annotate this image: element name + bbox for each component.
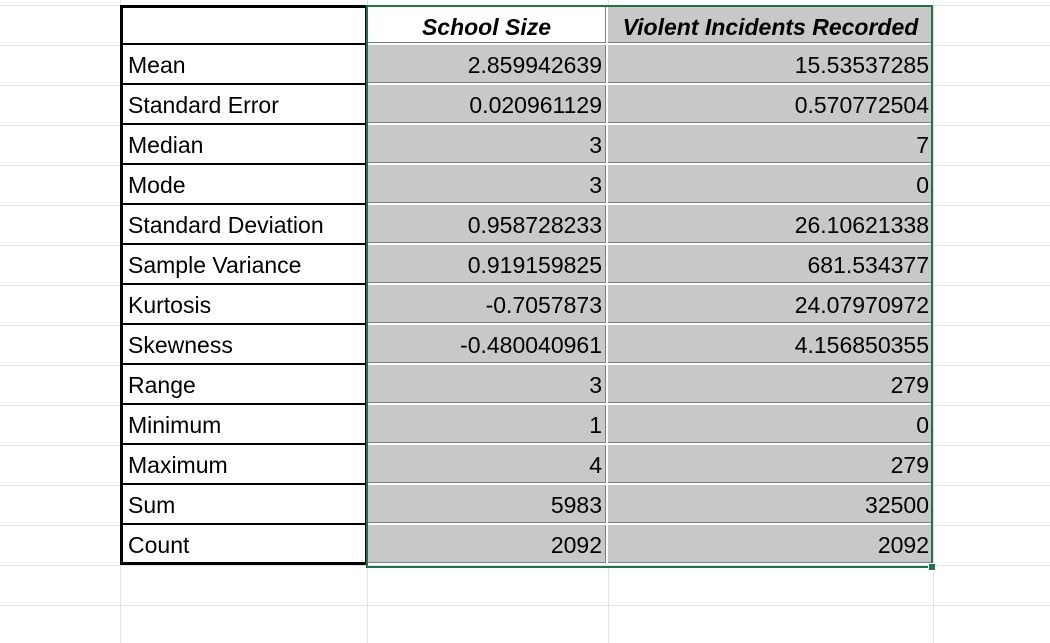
table-row [120, 85, 933, 125]
school-size-cell[interactable]: 5983 [367, 485, 608, 525]
header-cell-violent-incidents[interactable]: Violent Incidents Recorded [608, 5, 933, 45]
header-cell-school-size[interactable]: School Size [367, 5, 608, 45]
school-size-cell[interactable]: 2.859942639 [367, 45, 608, 85]
incidents-cell[interactable]: 24.07970972 [608, 285, 933, 325]
school-size-cell[interactable]: 0.020961129 [367, 85, 608, 125]
row-label-cell[interactable]: Kurtosis [120, 285, 367, 325]
incidents-cell[interactable]: 7 [608, 125, 933, 165]
header-row [120, 5, 933, 45]
school-size-cell[interactable]: 1 [367, 405, 608, 445]
incidents-cell[interactable]: 32500 [608, 485, 933, 525]
table-row [120, 365, 933, 405]
row-label-cell[interactable]: Standard Deviation [120, 205, 367, 245]
school-size-cell[interactable]: 4 [367, 445, 608, 485]
table-row [120, 325, 933, 365]
incidents-cell[interactable]: 0.570772504 [608, 85, 933, 125]
table-row [120, 405, 933, 445]
table-row [120, 165, 933, 205]
table-row [120, 445, 933, 485]
incidents-cell[interactable]: 279 [608, 365, 933, 405]
table-row [120, 485, 933, 525]
incidents-cell[interactable]: 0 [608, 405, 933, 445]
row-label-cell[interactable]: Count [120, 525, 367, 565]
school-size-cell[interactable]: 3 [367, 125, 608, 165]
incidents-cell[interactable]: 0 [608, 165, 933, 205]
school-size-cell[interactable]: 0.958728233 [367, 205, 608, 245]
table-row [120, 205, 933, 245]
incidents-cell[interactable]: 15.53537285 [608, 45, 933, 85]
row-label-cell[interactable]: Range [120, 365, 367, 405]
school-size-cell[interactable]: 0.919159825 [367, 245, 608, 285]
row-label-cell[interactable]: Median [120, 125, 367, 165]
row-label-cell[interactable]: Standard Error [120, 85, 367, 125]
row-label-cell[interactable]: Skewness [120, 325, 367, 365]
incidents-cell[interactable]: 279 [608, 445, 933, 485]
row-label-cell[interactable]: Maximum [120, 445, 367, 485]
table-row [120, 45, 933, 85]
row-label-cell[interactable]: Sum [120, 485, 367, 525]
school-size-cell[interactable]: -0.7057873 [367, 285, 608, 325]
incidents-cell[interactable]: 26.10621338 [608, 205, 933, 245]
table-row [120, 125, 933, 165]
school-size-cell[interactable]: 3 [367, 365, 608, 405]
incidents-cell[interactable]: 681.534377 [608, 245, 933, 285]
table-row [120, 245, 933, 285]
fill-handle[interactable] [928, 563, 936, 571]
header-cell-corner[interactable] [120, 5, 367, 45]
incidents-cell[interactable]: 2092 [608, 525, 933, 565]
descriptive-statistics-table [120, 5, 933, 568]
table-row [120, 525, 933, 565]
row-label-cell[interactable]: Mean [120, 45, 367, 85]
school-size-cell[interactable]: -0.480040961 [367, 325, 608, 365]
row-label-cell[interactable]: Minimum [120, 405, 367, 445]
incidents-cell[interactable]: 4.156850355 [608, 325, 933, 365]
row-label-cell[interactable]: Sample Variance [120, 245, 367, 285]
table-row [120, 285, 933, 325]
row-label-cell[interactable]: Mode [120, 165, 367, 205]
school-size-cell[interactable]: 3 [367, 165, 608, 205]
school-size-cell[interactable]: 2092 [367, 525, 608, 565]
